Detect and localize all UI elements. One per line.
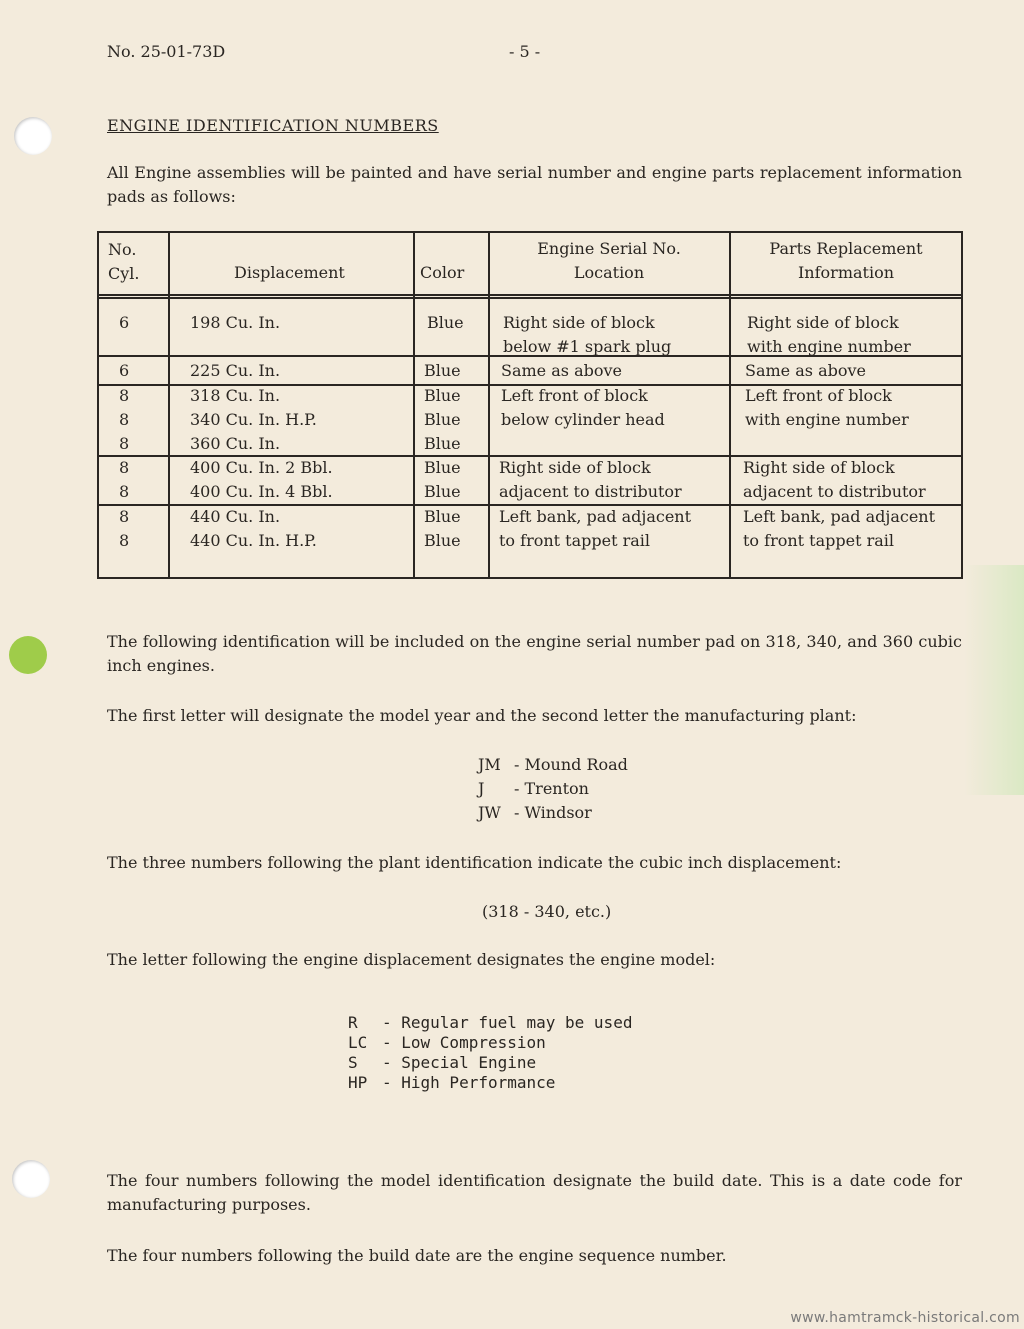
cell-cyl-stack [119,456,129,504]
plant-codes-list [478,753,628,825]
location-line: Right side of block [503,313,655,332]
intro-paragraph: All Engine assemblies will be painted and have serial number and engine parts replacement information pads as follows: [107,163,962,206]
parts-info-line: Right side of block [747,313,899,332]
location-line: Left front of block [501,386,648,405]
cell-cyl: 8 [119,531,130,550]
cell-cyl: 8 [119,507,130,526]
cell-parts-info [747,311,911,359]
table-header-divider [99,297,961,299]
displacement-example: (318 - 340, etc.) [482,902,612,921]
cell-displacement-stack [190,456,333,504]
parts-info-line: with engine number [745,410,909,429]
header-color: Color [420,263,465,282]
model-code-row [348,1073,632,1093]
cell-color-stack [424,505,461,553]
location-line: to front tappet rail [499,531,651,550]
site-watermark: www.hamtramck-historical.com [790,1310,1020,1326]
cell-color-stack [424,384,461,456]
cell-displacement: 340 Cu. In. H.P. [190,410,317,429]
cell-color: Blue [424,386,461,405]
cell-color: Blue [424,434,461,453]
document-number: No. 25-01-73D [107,42,226,61]
page-edge-tint [964,565,1024,795]
header-cyl [108,238,139,286]
cell-color: Blue [427,313,464,332]
displacement-paragraph: The three numbers following the plant identification indicate the cubic inch displacement: [107,853,842,872]
location-line: adjacent to distributor [499,482,682,501]
cell-displacement: 400 Cu. In. 4 Bbl. [190,482,333,501]
header-displacement: Displacement [234,263,345,282]
binder-hole-top [14,117,52,155]
model-code-row [348,1013,632,1033]
cell-cyl: 8 [119,386,130,405]
parts-info-line: adjacent to distributor [743,482,926,501]
model-desc: - Special Engine [382,1053,537,1072]
header-cyl-line: Cyl. [108,264,140,283]
cell-cyl: 8 [119,458,130,477]
header-serial-location [490,237,728,285]
model-code-row [348,1033,632,1053]
plant-name: - Trenton [514,779,589,798]
cell-cyl: 6 [119,361,130,380]
model-code: R [348,1013,358,1032]
header-parts-line: Parts Replacement [769,239,923,258]
page-number: - 5 - [509,42,541,61]
plant-code-row [478,753,628,777]
model-code-row [348,1053,632,1073]
cell-location [501,384,665,432]
location-line: Left bank, pad adjacent [499,507,692,526]
table-col-divider [168,233,170,577]
serial-pad-paragraph: The following identification will be included on the engine serial number pad on 318, 340, and 360 cubic inch engines. [107,632,962,675]
cell-color: Blue [424,361,461,380]
cell-location [503,311,671,359]
cell-color: Blue [424,507,461,526]
header-serial-line: Location [573,263,645,282]
location-line: Right side of block [499,458,651,477]
cell-displacement: 318 Cu. In. [190,386,281,405]
cell-location: Same as above [501,361,622,380]
cell-cyl: 8 [119,410,130,429]
parts-info-line: Left front of block [745,386,892,405]
cell-location [499,456,682,504]
cell-color-stack [424,456,461,504]
table-col-divider [413,233,415,577]
build-date-paragraph: The four numbers following the model identification designate the build date. This is a date code for manufacturing purposes. [107,1171,962,1214]
table-header-divider [99,294,961,296]
model-desc: - Low Compression [382,1033,546,1052]
cell-cyl-stack [119,384,129,456]
section-title: ENGINE IDENTIFICATION NUMBERS [107,116,439,135]
cell-displacement: 225 Cu. In. [190,361,281,380]
engine-id-table [97,231,963,579]
plant-code: JW [478,803,501,822]
cell-displacement: 400 Cu. In. 2 Bbl. [190,458,333,477]
cell-displacement: 360 Cu. In. [190,434,281,453]
cell-location [499,505,691,553]
cell-color: Blue [424,482,461,501]
parts-info-line: Left bank, pad adjacent [743,507,936,526]
plant-code-row [478,777,628,801]
location-line: below cylinder head [501,410,665,429]
cell-cyl: 6 [119,313,130,332]
header-serial-line: Engine Serial No. [537,239,681,258]
header-cyl-line: No. [108,240,137,259]
model-code: LC [348,1033,368,1052]
cell-color: Blue [424,410,461,429]
plant-code: JM [478,755,501,774]
cell-cyl: 8 [119,482,130,501]
binder-hole-bottom [12,1160,50,1198]
cell-color: Blue [424,458,461,477]
cell-parts-info: Same as above [745,361,866,380]
parts-info-line: to front tappet rail [743,531,895,550]
header-parts-info [731,237,961,285]
binder-hole-middle [9,636,47,674]
model-desc: - High Performance [382,1073,556,1092]
plant-name: - Mound Road [514,755,628,774]
sequence-paragraph: The four numbers following the build date are the engine sequence number. [107,1246,727,1265]
cell-parts-info [743,456,926,504]
cell-displacement: 440 Cu. In. [190,507,281,526]
cell-parts-info [743,505,935,553]
model-code: HP [348,1073,368,1092]
cell-displacement-stack [190,384,317,456]
engine-model-paragraph: The letter following the engine displacement designates the engine model: [107,950,716,969]
cell-cyl-stack [119,505,129,553]
plant-code-row [478,801,628,825]
plant-code: J [478,779,485,798]
plant-name: - Windsor [514,803,592,822]
parts-info-line: with engine number [747,337,911,356]
model-year-paragraph: The first letter will designate the model year and the second letter the manufacturing plant: [107,706,857,725]
model-desc: - Regular fuel may be used [382,1013,633,1032]
model-code: S [348,1053,358,1072]
cell-parts-info [745,384,909,432]
cell-cyl: 8 [119,434,130,453]
engine-model-codes [348,1013,632,1093]
header-parts-line: Information [797,263,895,282]
cell-displacement: 198 Cu. In. [190,313,281,332]
cell-displacement-stack [190,505,317,553]
cell-displacement: 440 Cu. In. H.P. [190,531,317,550]
cell-color: Blue [424,531,461,550]
location-line: below #1 spark plug [503,337,672,356]
parts-info-line: Right side of block [743,458,895,477]
